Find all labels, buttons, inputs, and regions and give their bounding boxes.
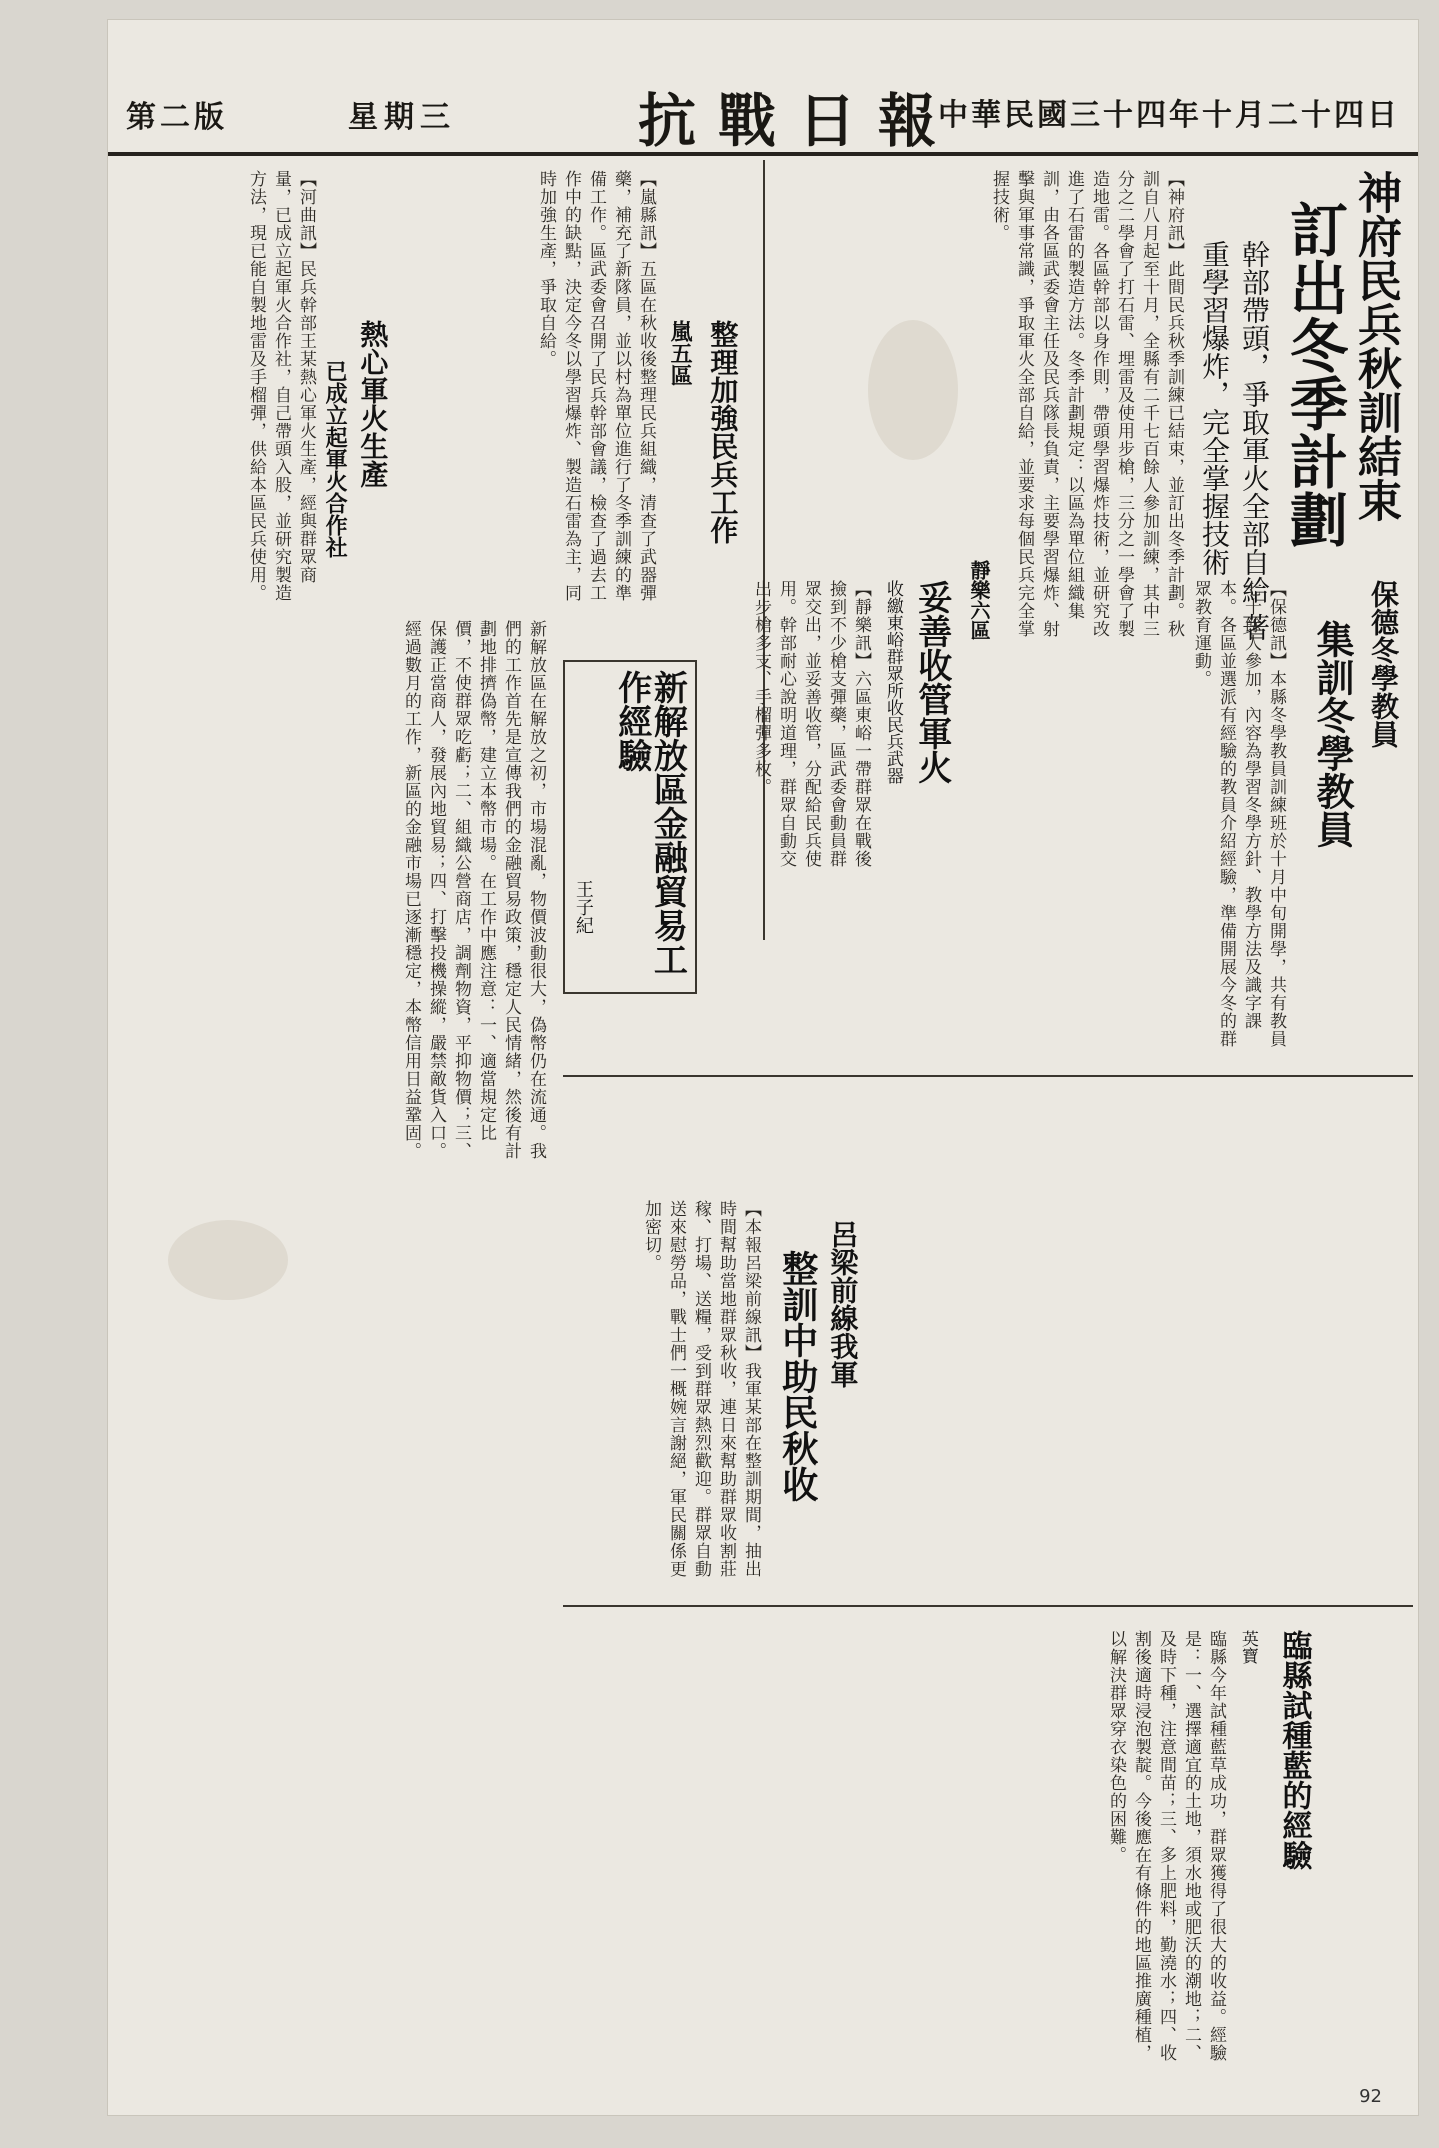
newspaper-page: [108, 20, 1418, 2115]
headline-indigo: 臨縣試種藍的經驗: [1276, 1630, 1312, 1870]
subhead-arms-production: 已成立起軍火合作社: [322, 360, 349, 558]
headline-arms-custody: 妥善收管軍火: [911, 580, 952, 784]
kicker-jingle: 靜樂六區: [967, 560, 991, 640]
headline-strengthen: 整理加強民兵工作: [706, 320, 740, 544]
byline-finance: 王子紀: [572, 880, 594, 934]
subhead-arms-custody: 收繳東峪群眾所收民兵武器: [882, 580, 903, 784]
headline-winter-plan: 訂出冬季計劃: [1280, 200, 1348, 548]
issue-date: 中華民國三十四年十月二十四日: [938, 98, 1400, 133]
section-rule: [563, 1605, 1413, 1607]
article-body-finance: 新解放區在解放之初，市場混亂，物價波動很大，偽幣仍在流通。我們的工作首先是宣傳我們的金融貿易政策，穩定人民情緒，然後有計劃地排擠偽幣，建立本幣市場。在工作中應注意：一、適當規定比價，不使群眾吃虧；二、組織公營商店，調劑物資，平抑物價；三、保護正當商人，發展內地貿易；四、打擊投機操縱，嚴禁敵貨入口。經過數月的工作，新區的金融市場已逐漸穩定，本幣信用日益鞏固。: [401, 620, 546, 1160]
article-body-baode-cont: [888, 1100, 1408, 1580]
weekday-label: 星期三: [348, 100, 456, 135]
headline-baode: 保德冬學教員: [1367, 580, 1400, 748]
article-body-baode: 【保德訊】本縣冬學教員訓練班於十月中旬開學，共有教員七十餘人參加，內容為學習冬學方針、教學方法及識字課本。各區並選派有經驗的教員介紹經驗，準備開展今冬的群眾教育運動。: [1191, 580, 1286, 1048]
byline-indigo: 英寶: [1237, 1630, 1258, 1664]
article-body-indigo: 臨縣今年試種藍草成功，群眾獲得了很大的收益。經驗是：一、選擇適宜的土地，須水地或肥沃的潮地；二、及時下種，注意間苗；三、多上肥料，勤澆水；四、收割後適時浸泡製靛。今後應在有條件的地區推廣種植，以解決群眾穿衣染色的困難。: [1106, 1630, 1226, 2062]
subhead-strengthen: 嵐五區: [667, 320, 694, 386]
article-body-strengthen: 【嵐縣訊】五區在秋收後整理民兵組織，清查了武器彈藥，補充了新隊員，並以村為單位進行了冬季訓練的準備工作。區武委會召開了民兵幹部會議，檢查了過去工作中的缺點，決定今冬以學習爆炸、製造石雷為主，同時加強生產，爭取自給。: [536, 170, 656, 602]
masthead: [108, 72, 1418, 156]
article-body-finance-cont: [118, 1180, 548, 2070]
article-body-finance-cont2: [563, 1630, 918, 2070]
article-body-arms-custody: 【靜樂訊】六區東峪一帶群眾在戰後撿到不少槍支彈藥，區武委會動員群眾交出，並妥善收管，分配給民兵使用。幹部耐心說明道理，群眾自動交出步槍多支、手榴彈多枚。: [751, 580, 871, 868]
headline-finance: 新解放區金融貿易工作經驗: [611, 670, 688, 976]
article-body-arms-production: 【河曲訊】民兵幹部王某熱心軍火生產，經與群眾商量，已成立起軍火合作社，自己帶頭入股，並研究製造方法，現已能自製地雷及手榴彈，供給本區民兵使用。: [246, 170, 316, 602]
article-body-minbing: 【神府訊】此間民兵秋季訓練已結束，並訂出冬季計劃。秋訓自八月起至十月，全縣有二千七百餘人參加訓練，其中三分之二學會了打石雷、埋雷及使用步槍，三分之一學會了製造地雷。各區幹部以身作則，帶頭學習爆炸技術，並研究改進了石雷的製造方法。冬季計劃規定：以區為單位組織集訓，由各區武委會主任及民兵隊長負責，主要學習爆炸、射擊與軍事常識，爭取軍火全部自給，並要求每個民兵完全掌握技術。: [989, 170, 1184, 638]
section-rule: [563, 1075, 1413, 1077]
subhead-winter-plan: 幹部帶頭，爭取軍火全部自給 著重學習爆炸，完全掌握技術: [1198, 240, 1271, 641]
newspaper-title: 抗戰日報: [638, 87, 959, 155]
headline-harvest: 整訓中助民秋收: [776, 1250, 819, 1502]
headline-minbing: 神府民兵秋訓結束: [1350, 170, 1401, 522]
page-number: 92: [1359, 2086, 1382, 2107]
headline-teachers: 集訓冬學教員: [1310, 620, 1355, 848]
headline-luliang: 呂梁前線我軍: [826, 1220, 860, 1388]
headline-arms-production: 熱心軍火生產: [356, 320, 390, 488]
article-body-luliang: 【本報呂梁前線訊】我軍某部在整訓期間，抽出時間幫助當地群眾秋收，連日來幫助群眾收割莊稼、打場、送糧，受到群眾熱烈歡迎。群眾自動送來慰勞品，戰士們一概婉言謝絕，軍民關係更加密切。: [641, 1200, 761, 1578]
section-label: 第二版: [126, 100, 228, 135]
